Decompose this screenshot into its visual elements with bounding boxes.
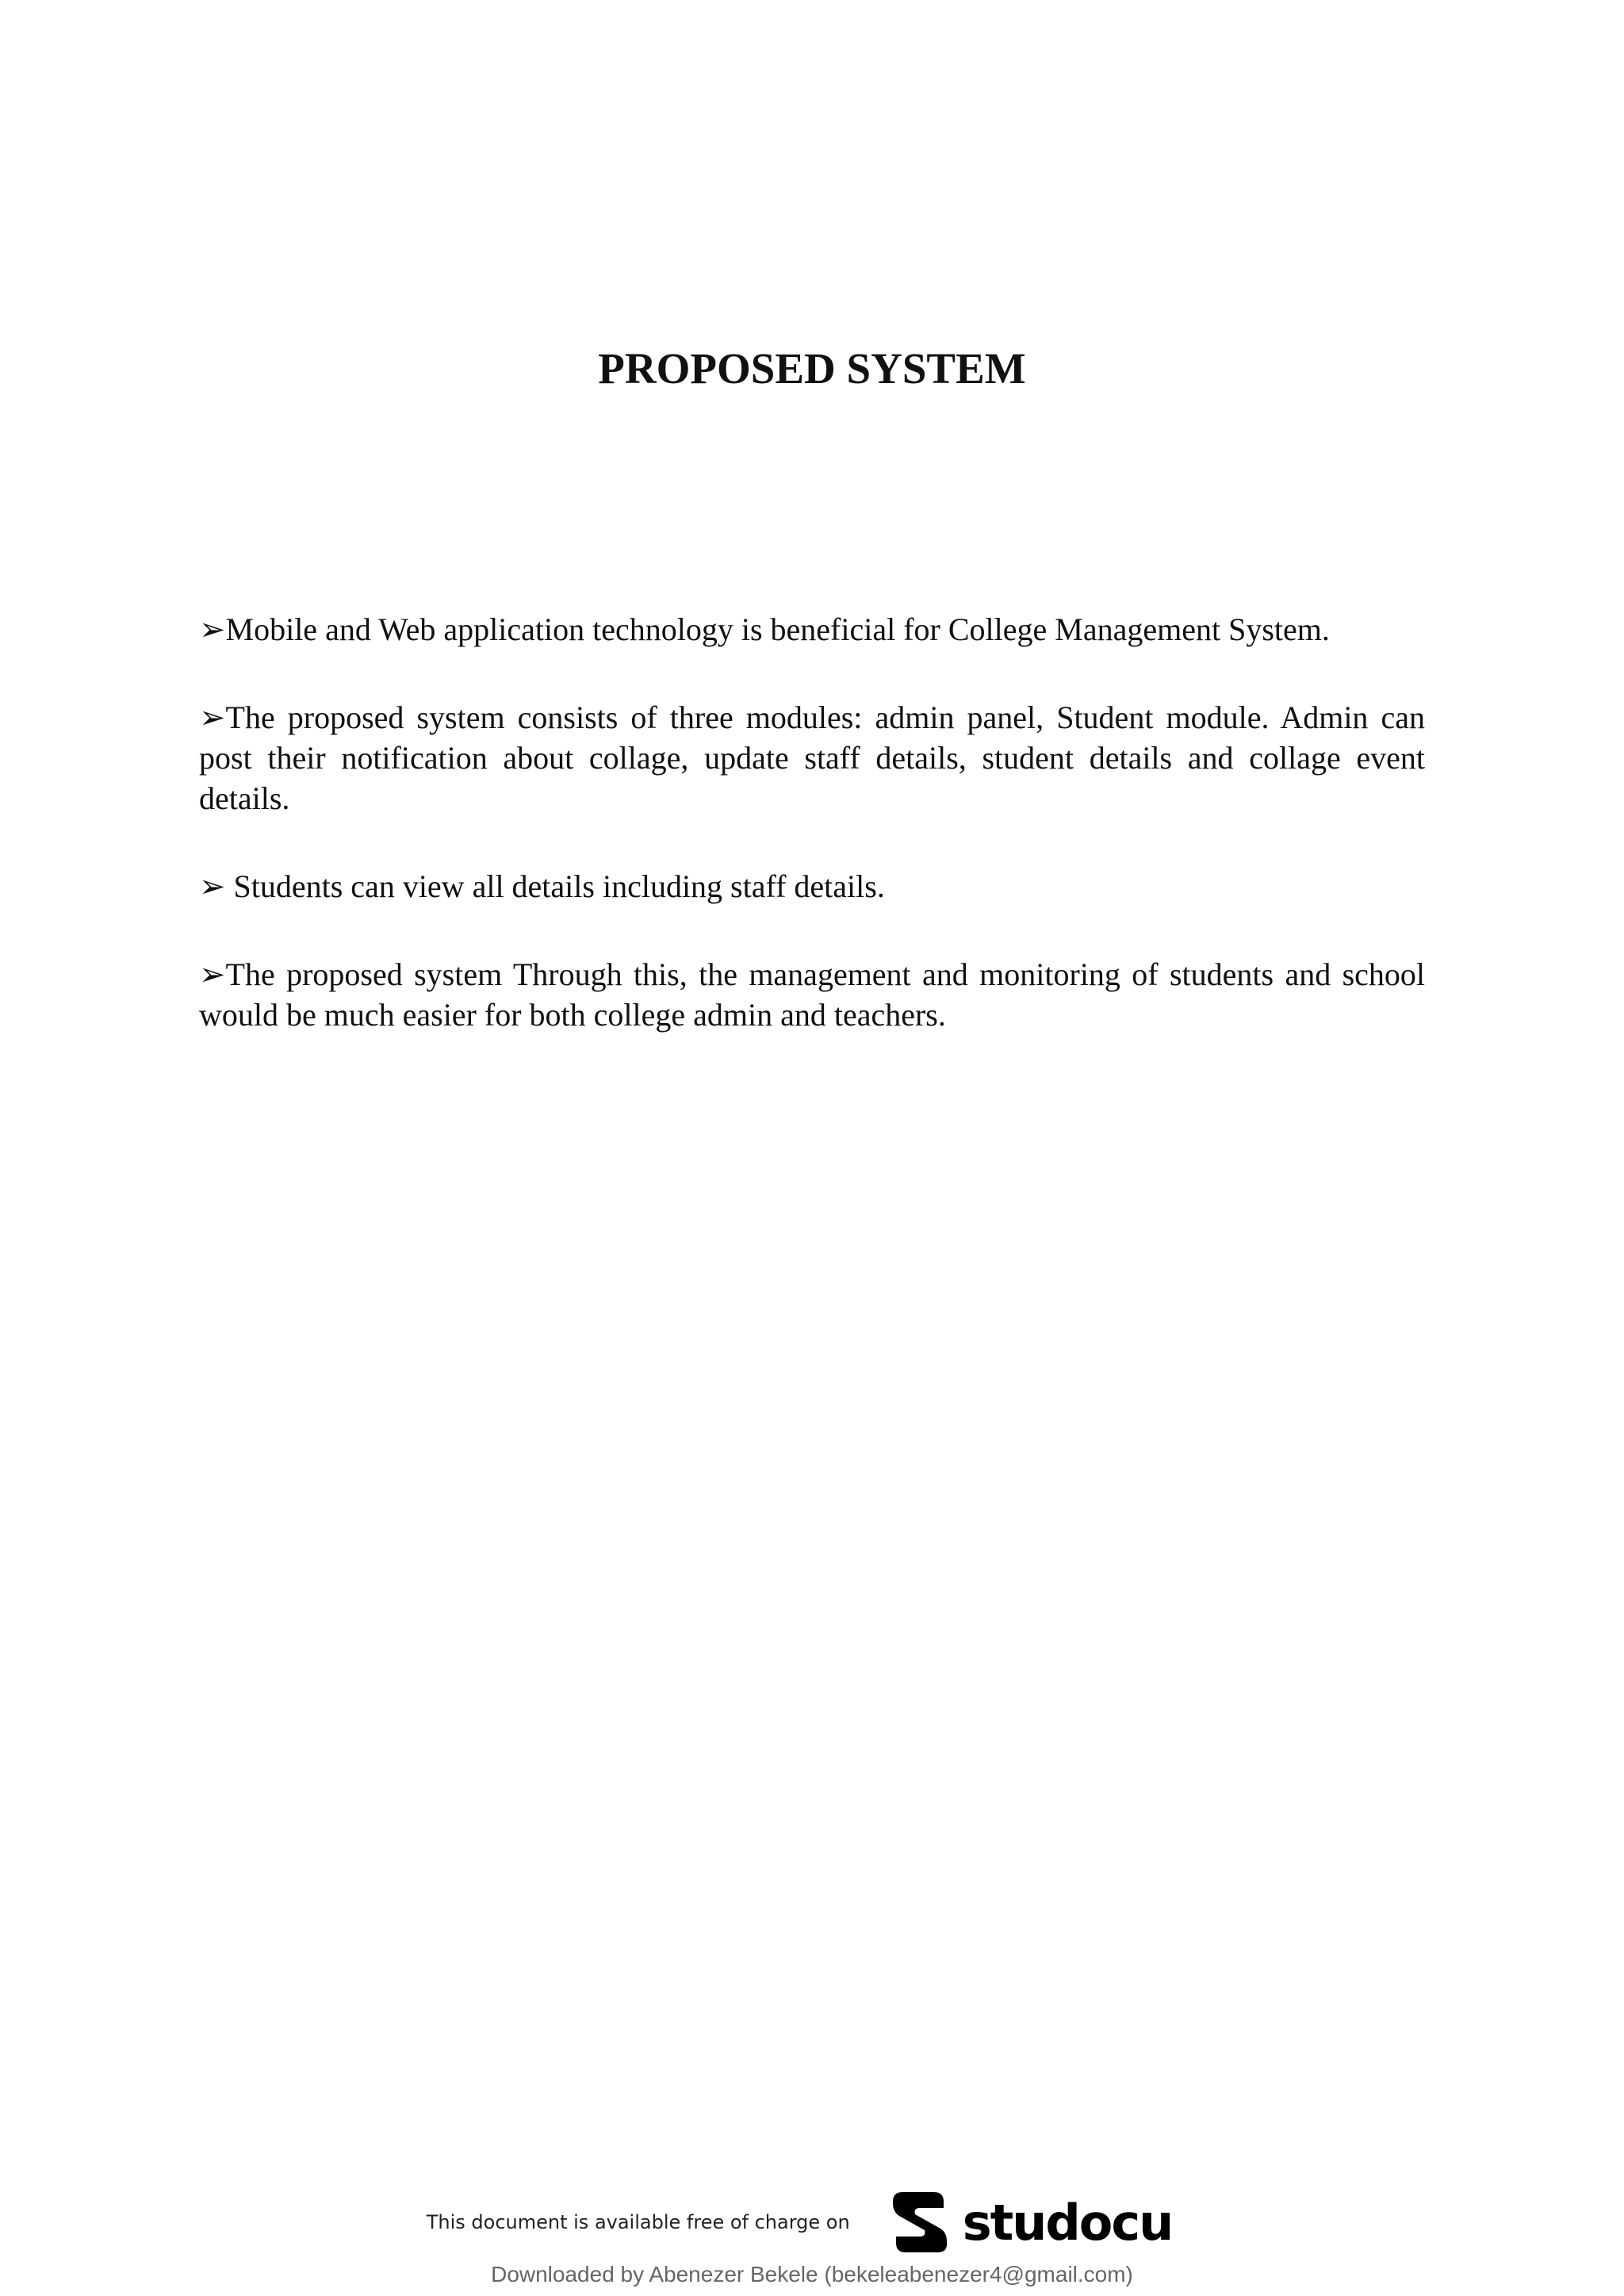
document-body <box>199 609 1425 1083</box>
studocu-logo-icon <box>888 2189 952 2256</box>
downloaded-by-note: Downloaded by Abenezer Bekele (bekeleabenezer4@gmail.com) <box>491 2262 1133 2286</box>
studocu-brand[interactable] <box>888 2189 1173 2256</box>
paragraph-management: ➢The proposed system Through this, the management and monitoring of students and school would be much easier for both college admin and teachers. <box>199 956 1425 1033</box>
availability-note: This document is available free of charge on <box>426 2211 850 2233</box>
paragraph-mobile-web: ➢Mobile and Web application technology is beneficial for College Management System. <box>199 611 1330 647</box>
paragraph-modules: ➢The proposed system consists of three modules: admin panel, Student module. Admin can post their notification about collage, update staff details, student details and collage event details. <box>199 700 1425 816</box>
studocu-wordmark: studocu <box>962 2193 1173 2252</box>
paragraph-students-view: ➢ Students can view all details including staff details. <box>199 868 885 904</box>
page-title: PROPOSED SYSTEM <box>598 344 1026 393</box>
footer-banner <box>0 2189 1624 2256</box>
footer <box>0 2189 1624 2256</box>
